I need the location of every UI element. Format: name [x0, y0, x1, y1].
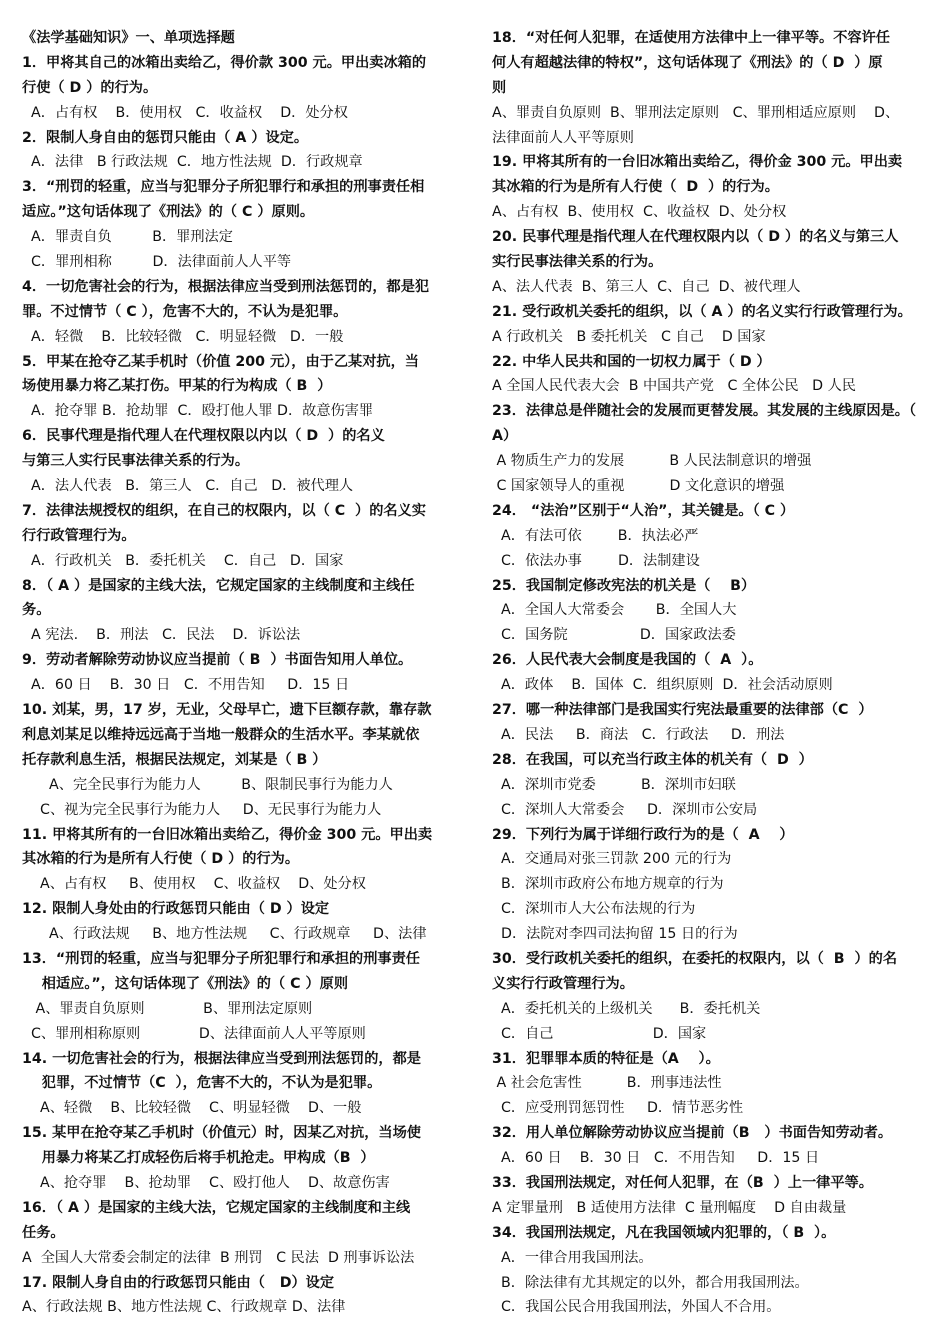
- question-text-line: 3．“刑罚的轻重，应当与犯罪分子所犯罪行和承担的刑事责任相: [22, 179, 425, 196]
- answer-options-line: A．有法可依 B．执法必严: [492, 527, 699, 544]
- question-text-line: 15. 某甲在抢夺某乙手机时（价值元）时，因某乙对抗，当场使: [22, 1125, 421, 1142]
- question-text-line: 20. 民事代理是指代理人在代理权限内以（ D ）的名义与第三人: [492, 229, 899, 246]
- question-text-line: 12. 限制人身处由的行政惩罚只能由（ D ）设定: [22, 901, 330, 918]
- answer-options-line: C．深圳人大常委会 D．深圳市公安局: [492, 801, 758, 818]
- answer-options-line: A 行政机关 B 委托机关 C 自己 D 国家: [492, 328, 766, 345]
- question-text-line: 9．劳动者解除劳动协议应当提前（ B ）书面告知用人单位。: [22, 652, 413, 669]
- answer-options-line: A．抢夺罪 B．抢劫罪 C．殴打他人罪 D．故意伤害罪: [22, 403, 374, 420]
- question-text-line: 23．法律总是伴随社会的发展而更替发展。其发展的主线原因是。（: [492, 403, 917, 420]
- question-text-line: 8．（ A ）是国家的主线大法，它规定国家的主线制度和主线任: [22, 577, 415, 594]
- answer-options-line: A 全国人大常委会制定的法律 B 刑罚 C 民法 D 刑事诉讼法: [22, 1249, 415, 1266]
- question-text-line: 务。: [22, 602, 51, 619]
- answer-options-line: C．罪刑相称 D．法律面前人人平等: [22, 254, 292, 271]
- question-text-line: 21. 受行政机关委托的组织，以（ A ）的名义实行行政管理行为。: [492, 303, 912, 320]
- answer-options-line: D．法院对李四司法拘留 15 日的行为: [492, 926, 738, 943]
- question-text-line: 33．我国刑法规定，对任何人犯罪，在（B ）上一律平等。: [492, 1174, 873, 1191]
- answer-options-line: A、轻微 B、比较轻微 C、明显轻微 D、一般: [22, 1100, 362, 1117]
- question-text-line: 2．限制人身自由的惩罚只能由（ A ）设定。: [22, 129, 309, 146]
- question-text-line: 6．民事代理是指代理人在代理权限以内以（ D ）的名义: [22, 428, 385, 445]
- question-text-line: 17. 限制人身自由的行政惩罚只能由（ D）设定: [22, 1274, 335, 1291]
- answer-options-line: A、罪责自负原则 B、罪刑法定原则 C、罪刑相适应原则 D、: [492, 104, 900, 121]
- question-text-line: A）: [492, 428, 518, 445]
- question-text-line: 22. 中华人民共和国的一切权力属于（ D ）: [492, 353, 771, 370]
- question-text-line: 实行民事法律关系的行为。: [492, 254, 663, 271]
- question-text-line: 用暴力将某乙打成轻伤后将手机抢走。甲构成（B ）: [22, 1150, 375, 1167]
- answer-options-line: A．全国人大常委会 B．全国人大: [492, 602, 737, 619]
- answer-options-line: A 社会危害性 B．刑事违法性: [492, 1075, 722, 1092]
- answer-options-line: A．民法 B．商法 C．行政法 D．刑法: [492, 726, 785, 743]
- question-text-line: 19. 甲将其所有的一台旧冰箱出卖给乙，得价金 300 元。甲出卖: [492, 154, 903, 171]
- question-text-line: 利息刘某足以维持远远高于当地一般群众的生活水平。李某就依: [22, 726, 420, 743]
- question-text-line: 24． “法治”区别于“人治”，其关键是。（ C ）: [492, 502, 795, 519]
- question-text-line: 犯罪，不过情节（C ），危害不大的，不认为是犯罪。: [22, 1075, 382, 1092]
- answer-options-line: A、罪责自负原则 B、罪刑法定原则: [22, 1000, 313, 1017]
- answer-options-line: A、行政法规 B、地方性法规 C、行政规章 D、法律: [22, 926, 427, 943]
- question-text-line: 适应。”这句话体现了《刑法》的（ C ）原则。: [22, 204, 315, 221]
- question-text-line: 任务。: [22, 1224, 65, 1241]
- document-title: 《法学基础知识》一、单项选择题: [22, 30, 235, 46]
- answer-options-line: A．轻微 B．比较轻微 C．明显轻微 D．一般: [22, 328, 344, 345]
- answer-options-line: A 宪法. B．刑法 C．民法 D．诉讼法: [22, 627, 301, 644]
- question-text-line: 31．犯罪罪本质的特征是（A ）。: [492, 1050, 720, 1067]
- answer-options-line: C．应受刑罚惩罚性 D．情节恶劣性: [492, 1100, 744, 1117]
- answer-options-line: C．依法办事 D．法制建设: [492, 552, 700, 569]
- question-text-line: 行行政管理行为。: [22, 527, 136, 544]
- answer-options-line: C．自己 D．国家: [492, 1025, 707, 1042]
- question-text-line: 罪。不过情节（ C ），危害不大的，不认为是犯罪。: [22, 303, 348, 320]
- answer-options-line: A．60 日 B．30 日 C．不用告知 D．15 日: [22, 677, 350, 694]
- question-text-line: 32．用人单位解除劳动协议应当提前（B ）书面告知劳动者。: [492, 1125, 893, 1142]
- question-text-line: 义实行行政管理行为。: [492, 975, 634, 992]
- question-text-line: 16．（ A ）是国家的主线大法，它规定国家的主线制度和主线: [22, 1199, 411, 1216]
- answer-options-line: A 定罪量刑 B 适使用方法律 C 量刑幅度 D 自由裁量: [492, 1199, 847, 1216]
- question-text-line: 行使（ D ）的行为。: [22, 79, 158, 96]
- question-text-line: 30．受行政机关委托的组织，在委托的权限内，以（ B ）的名: [492, 950, 898, 967]
- answer-options-line: C、罪刑相称原则 D、法律面前人人平等原则: [22, 1025, 366, 1042]
- question-text-line: 7．法律法规授权的组织，在自己的权限内，以（ C ）的名义实: [22, 502, 426, 519]
- answer-options-line: A、法人代表 B、第三人 C、自己 D、被代理人: [492, 278, 801, 295]
- answer-options-line: B．除法律有尤其规定的以外，都合用我国刑法。: [492, 1274, 809, 1291]
- answer-options-line: C．深圳市人大公布法规的行为: [492, 901, 696, 918]
- answer-options-line: A．政体 B．国体 C．组织原则 D．社会活动原则: [492, 677, 833, 694]
- question-text-line: 28．在我国，可以充当行政主体的机关有（ D ）: [492, 751, 813, 768]
- answer-options-line: A．占有权 B．使用权 C．收益权 D．处分权: [22, 104, 348, 121]
- answer-options-line: A、占有权 B、使用权 C、收益权 D、处分权: [22, 876, 366, 893]
- question-text-line: 26．人民代表大会制度是我国的（ A ）。: [492, 652, 763, 669]
- question-text-line: 29．下列行为属于详细行政行为的是（ A ）: [492, 826, 794, 843]
- answer-options-line: A．一律合用我国刑法。: [492, 1249, 653, 1266]
- answer-options-line: A、占有权 B、使用权 C、收益权 D、处分权: [492, 204, 787, 221]
- question-text-line: 场使用暴力将乙某打伤。甲某的行为构成（ B ）: [22, 378, 332, 395]
- answer-options-line: 法律面前人人平等原则: [492, 129, 634, 146]
- question-text-line: 27．哪一种法律部门是我国实行宪法最重要的法律部（C ）: [492, 702, 873, 719]
- left-column: [22, 26, 458, 1320]
- answer-options-line: C 国家领导人的重视 D 文化意识的增强: [492, 478, 785, 495]
- question-text-line: 其冰箱的行为是所有人行使（ D ）的行为。: [22, 851, 300, 868]
- question-text-line: 11. 甲将其所有的一台旧冰箱出卖给乙，得价金 300 元。甲出卖: [22, 826, 433, 843]
- answer-options-line: A．罪责自负 B．罪刑法定: [22, 229, 233, 246]
- question-text-line: 4．一切危害社会的行为，根据法律应当受到刑法惩罚的，都是犯: [22, 278, 430, 295]
- answer-options-line: C、视为完全民事行为能力人 D、无民事行为能力人: [22, 801, 382, 818]
- question-text-line: 其冰箱的行为是所有人行使（ D ）的行为。: [492, 179, 779, 196]
- question-text-line: 相适应。”，这句话体现了《刑法》的（ C ）原则: [22, 975, 349, 992]
- question-text-line: 5．甲某在抢夺乙某手机时（价值 200 元），由于乙某对抗，当: [22, 353, 419, 370]
- answer-options-line: A、完全民事行为能力人 B、限制民事行为能力人: [22, 776, 393, 793]
- question-text-line: 34．我国刑法规定，凡在我国领域内犯罪的，（ B ）。: [492, 1224, 836, 1241]
- question-text-line: 18．“对任何人犯罪，在适使用方法律中上一律平等。不容许任: [492, 30, 890, 46]
- question-text-line: 与第三人实行民事法律关系的行为。: [22, 453, 250, 470]
- answer-options-line: A 全国人民代表大会 B 中国共产党 C 全体公民 D 人民: [492, 378, 856, 395]
- question-text-line: 则: [492, 79, 507, 96]
- answer-options-line: A．法律 B 行政法规 C．地方性法规 D．行政规章: [22, 154, 363, 171]
- answer-options-line: C．国务院 D．国家政法委: [492, 627, 736, 644]
- answer-options-line: A．法人代表 B．第三人 C．自己 D．被代理人: [22, 478, 354, 495]
- question-text-line: 托存款利息生活，根据民法规定，刘某是（ B ）: [22, 751, 327, 768]
- question-text-line: 14. 一切危害社会的行为，根据法律应当受到刑法惩罚的，都是: [22, 1050, 421, 1067]
- answer-options-line: A．60 日 B．30 日 C．不用告知 D．15 日: [492, 1150, 820, 1167]
- right-column: [492, 26, 926, 1320]
- answer-options-line: A、行政法规 B、地方性法规 C、行政规章 D、法律: [22, 1299, 346, 1316]
- answer-options-line: A．深圳市党委 B．深圳市妇联: [492, 776, 736, 793]
- answer-options-line: A 物质生产力的发展 B 人民法制意识的增强: [492, 453, 812, 470]
- question-text-line: 何人有超越法律的特权”，这句话体现了《刑法》的（ D ）原: [492, 54, 883, 71]
- answer-options-line: C．我国公民合用我国刑法，外国人不合用。: [492, 1299, 781, 1316]
- answer-options-line: A．交通局对张三罚款 200 元的行为: [492, 851, 732, 868]
- question-text-line: 1．甲将其自己的冰箱出卖给乙，得价款 300 元。甲出卖冰箱的: [22, 54, 427, 71]
- answer-options-line: A．行政机关 B．委托机关 C．自己 D．国家: [22, 552, 344, 569]
- question-text-line: 25．我国制定修改宪法的机关是（ B）: [492, 577, 756, 594]
- question-text-line: 13．“刑罚的轻重，应当与犯罪分子所犯罪行和承担的刑事责任: [22, 950, 420, 967]
- answer-options-line: A、抢夺罪 B、抢劫罪 C、殴打他人 D、故意伤害: [22, 1174, 390, 1191]
- answer-options-line: B．深圳市政府公布地方规章的行为: [492, 876, 724, 893]
- question-text-line: 10. 刘某，男，17 岁，无业，父母早亡，遗下巨额存款，靠存款: [22, 702, 432, 719]
- answer-options-line: A．委托机关的上级机关 B．委托机关: [492, 1000, 761, 1017]
